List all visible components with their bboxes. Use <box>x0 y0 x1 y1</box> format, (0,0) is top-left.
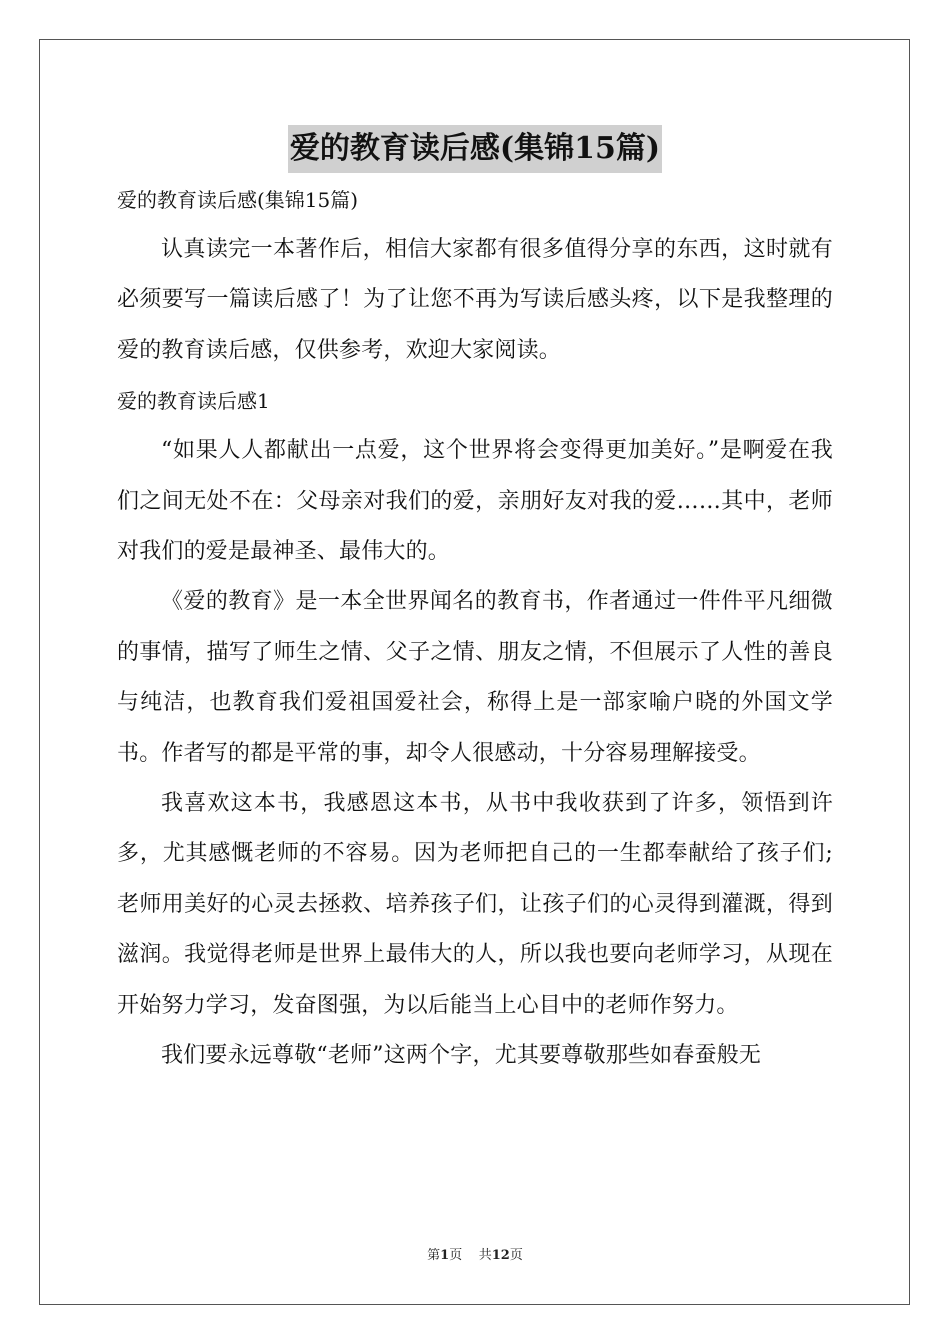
footer-middle: 页 共 <box>449 1248 492 1263</box>
title-container <box>0 125 950 173</box>
body-paragraph-4: 我们要永远尊敬“老师”这两个字，尤其要尊敬那些如春蚕般无 <box>161 1043 762 1069</box>
document-body <box>117 175 833 1082</box>
intro-paragraph: 认真读完一本著作后，相信大家都有很多值得分享的东西，这时就有必须要写一篇读后感了！为了让您不再为写读后感头疼，以下是我整理的爱的教育读后感，仅供参考，欢迎大家阅读。 <box>117 237 833 363</box>
document-title: 爱的教育读后感(集锦15篇) <box>288 125 662 173</box>
footer-prefix: 第 <box>427 1248 441 1263</box>
footer-total-pages: 12 <box>491 1248 510 1263</box>
footer-suffix: 页 <box>509 1248 523 1263</box>
footer-page-number: 1 <box>440 1248 450 1263</box>
body-paragraph-2: 《爱的教育》是一本全世界闻名的教育书，作者通过一件件平凡细微的事情，描写了师生之情、父子之情、朋友之情，不但展示了人性的善良与纯洁，也教育我们爱祖国爱社会，称得上是一部家喻户晓的外国文学书。作者写的都是平常的事，却令人很感动，十分容易理解接受。 <box>117 589 833 766</box>
page-footer <box>0 1244 950 1263</box>
section-heading: 爱的教育读后感1 <box>117 389 270 414</box>
document-subtitle: 爱的教育读后感(集锦15篇) <box>117 188 359 212</box>
body-paragraph-3: 我喜欢这本书，我感恩这本书，从书中我收获到了许多，领悟到许多，尤其感慨老师的不容易。因为老师把自己的一生都奉献给了孩子们;老师用美好的心灵去拯救、培养孩子们，让孩子们的心灵得到灌溉，得到滋润。我觉得老师是世界上最伟大的人，所以我也要向老师学习，从现在开始努力学习，发奋图强，为以后能当上心目中的老师作努力。 <box>117 791 833 1018</box>
body-paragraph-1: “如果人人都献出一点爱，这个世界将会变得更加美好。”是啊爱在我们之间无处不在：父母亲对我们的爱，亲朋好友对我的爱……其中，老师对我们的爱是最神圣、最伟大的。 <box>117 438 833 565</box>
